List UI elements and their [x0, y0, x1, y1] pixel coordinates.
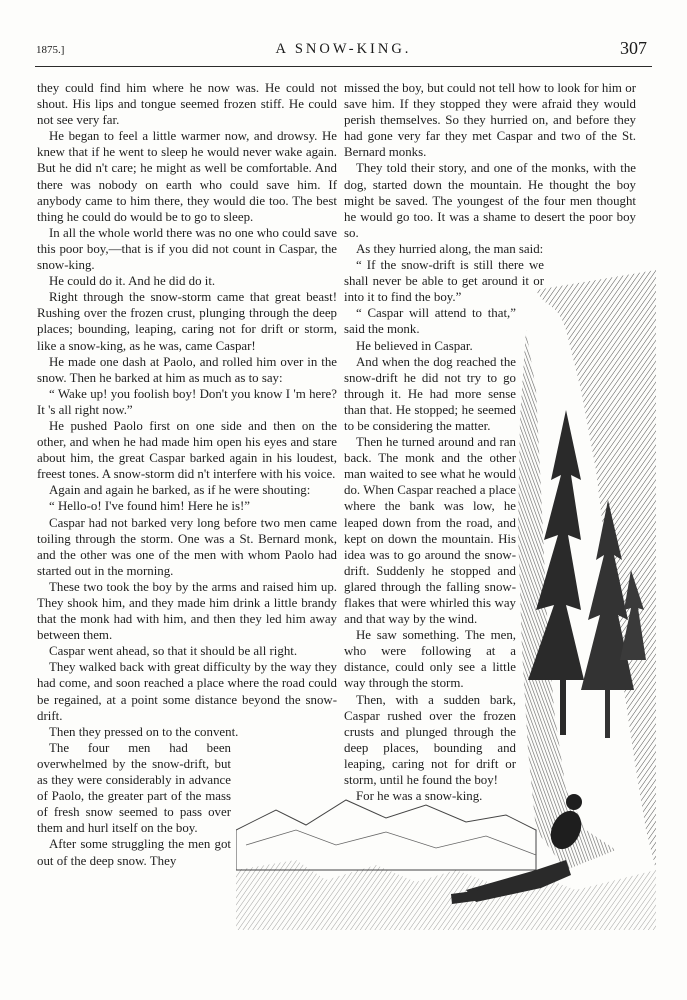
page-number: 307 — [620, 38, 647, 58]
paragraph: He pushed Paolo first on one side and then on the other, and when he had made him open his eyes and stare about him, the great Caspar barked again in his loudest, freest tones. A snow-storm did n't interfere with his voice. — [37, 418, 337, 482]
paragraph: They walked back with great difficulty by the way they had come, and soon reached a place where the road could be regained, at a point some distance beyond the snow-drift. — [37, 660, 337, 723]
header-rule — [35, 66, 652, 67]
paragraph: Again and again he barked, as if he were shouting: — [49, 483, 311, 498]
paragraph: Caspar went ahead, so that it should be all right. — [49, 644, 298, 659]
paragraph: After some struggling the men got out of the deep snow. They — [37, 837, 231, 868]
cliff-and-pines — [518, 270, 656, 870]
paragraph: And when the dog reached the snow-drift he did not try to go through it. He had more sense than that. He stopped; he seemed to be considering the matter. — [344, 354, 516, 433]
paragraph: “ If the snow-drift is still there we shall never be able to get around it or into it to find the boy.” — [344, 258, 544, 305]
header-title: A SNOW-KING. — [275, 41, 412, 57]
paragraph: “ Caspar will attend to that,” said the monk. — [344, 306, 516, 337]
paragraph: Then he turned around and ran back. The monk and the other man waited to see what he would do. When Caspar reached a place where the bank was low, he leaped down from the road, and kept on down the mountain. His idea was to go around the snow-drift. Suddenly he stopped and glared through the falling snow-flakes that were whirled this way and that way by the wind. — [344, 435, 516, 627]
paragraph: Right through the snow-storm came that great beast! Rushing over the frozen crust, plunging through the deep places; bounding, leaping, caring not for drift or storm, like a snow-king, as he was, came Caspar! — [37, 290, 337, 353]
paragraph: He believed in Caspar. — [356, 338, 473, 353]
paragraph: Then they pressed on to the convent. — [49, 724, 239, 739]
paragraph: These two took the boy by the arms and raised him up. They shook him, and they made him drink a little brandy that the monk had with him, and then they led him away between them. — [37, 579, 337, 643]
paragraph: They told their story, and one of the monks, with the dog, started down the mountain. He thought the boy might be saved. The youngest of the four men thought he would go too. It was a shame to desert the poor boy so. — [344, 161, 636, 240]
distant-mountains — [236, 800, 656, 930]
paragraph: He began to feel a little warmer now, and drowsy. He knew that if he went to sleep he would never wake again. But he did n't care; he might as well be comfortable. And there was nobody on earth who could save him. If anybody came to him there, they would die too. The best thing he could do would be to go to sleep. — [37, 129, 337, 224]
paragraph: As they hurried along, the man said: — [356, 241, 544, 256]
paragraph: He saw something. The men, who were following at a distance, could only see a little way through the storm. — [344, 628, 516, 691]
paragraph: Then, with a sudden bark, Caspar rushed over the frozen crusts and plunged through the deep places, bounding and leaping, caring not for drift or storm, until he found the boy! — [344, 692, 516, 788]
header-year: 1875.] — [36, 44, 65, 56]
paragraph: they could find him where he now was. He could not shout. His lips and tongue seemed frozen stiff. He could not see very far. — [37, 81, 337, 128]
paragraph: In all the whole world there was no one who could save this poor boy,—that is if you did not count in Caspar, the snow-king. — [37, 225, 337, 273]
engraving-illustration — [236, 270, 656, 930]
paragraph: For he was a snow-king. — [356, 789, 483, 804]
paragraph: missed the boy, but could not tell how to look for him or save him. If they stopped they were afraid they would perish themselves. So they hurried on, and before they had gone very far they met Caspar and two of the St. Bernard monks. — [344, 81, 636, 160]
paragraph: He could do it. And he did do it. — [49, 274, 216, 289]
paragraph: He made one dash at Paolo, and rolled him over in the snow. Then he barked at him as much as to say: — [37, 354, 337, 385]
paragraph: The four men had been overwhelmed by the snow-drift, but as they were considerably in advance of Paolo, the greater part of the mass of fresh snow seemed to pass over them and hurl itself on the boy. — [37, 740, 231, 836]
paragraph: “ Wake up! you foolish boy! Don't you know I 'm here? It 's all right now.” — [37, 386, 337, 417]
paragraph: “ Hello-o! I've found him! Here he is!” — [49, 499, 250, 514]
paragraph: Caspar had not barked very long before two men came toiling through the storm. One was a St. Bernard monk, and the other was one of the men with whom Paolo had started out in the morning. — [37, 515, 337, 578]
